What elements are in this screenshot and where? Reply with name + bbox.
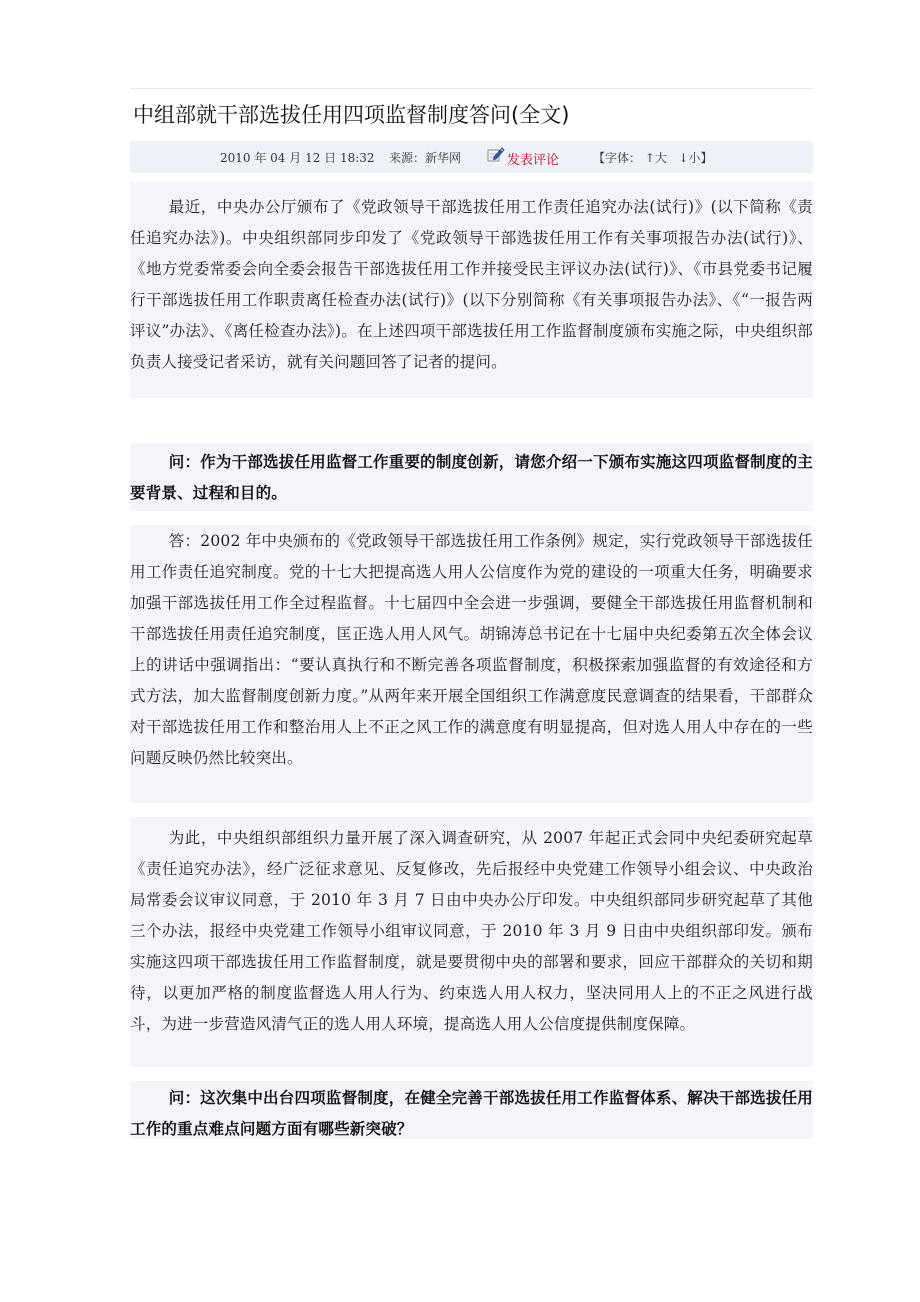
question-2: 问：这次集中出台四项监督制度，在健全完善干部选拔任用工作监督体系、解决干部选拔任用工作的重点难点问题方面有哪些新突破？ <box>130 1088 813 1138</box>
question-block-1 <box>130 443 813 511</box>
question-block-2 <box>130 1081 813 1139</box>
article-title: 中组部就干部选拔任用四项监督制度答问(全文) <box>133 103 570 127</box>
post-comment-link[interactable]: 发表评论 <box>507 153 560 168</box>
answer-block-1 <box>130 525 813 803</box>
publish-date: 2010 年 04 月 12 日 18:32 <box>220 151 375 165</box>
pencil-comment-icon[interactable] <box>487 145 505 163</box>
question-1: 问：作为干部选拔任用监督工作重要的制度创新，请您介绍一下颁布实施这四项监督制度的主要背景、过程和目的。 <box>130 452 813 502</box>
font-smaller-link[interactable]: ↓小】 <box>678 151 713 165</box>
font-label: 【字体： <box>593 151 642 165</box>
answer-2-paragraph: 为此，中央组织部组织力量开展了深入调查研究，从 2007 年起正式会同中央纪委研究起草《责任追究办法》，经广泛征求意见、反复修改，先后报经中央党建工作领导小组会议、中央政治局常委会议审议同意，于 2010 年 3 月 7 日由中央办公厅印发。中央组织部同步研究起草了其他三个办法，报经中央党建工作领导小组审议同意，于 2010 年 3 月 9 日由中央组织部印发。颁布实施这四项干部选拔任用工作监督制度，就是要贯彻中央的部署和要求，回应干部群众的关切和期待，以更加严格的制度监督选人用人行为、约束选人用人权力，坚决同用人上的不正之风进行战斗，为进一步营造风清气正的选人用人环境，提高选人用人公信度提供制度保障。 <box>130 829 813 1033</box>
news-source: 来源：新华网 <box>389 151 462 165</box>
font-larger-link[interactable]: ↑大 <box>644 151 667 165</box>
intro-paragraph: 最近，中央办公厅颁布了《党政领导干部选拔任用工作责任追究办法(试行)》(以下简称《责任追究办法》)。中央组织部同步印发了《党政领导干部选拔任用工作有关事项报告办法(试行)》、《地方党委常委会向全委会报告干部选拔任用工作并接受民主评议办法(试行)》、《市县党委书记履行干部选拔任用工作职责离任检查办法(试行)》(以下分别简称《有关事项报告办法》、《“一报告两评议”办法》、《离任检查办法》)。在上述四项干部选拔任用工作监督制度颁布实施之际，中央组织部负责人接受记者采访，就有关问题回答了记者的提问。 <box>130 198 813 371</box>
answer-block-2 <box>130 817 813 1067</box>
article-meta-bar <box>130 141 813 173</box>
top-divider <box>130 88 813 89</box>
intro-block <box>130 182 813 398</box>
answer-1-paragraph: 答：2002 年中央颁布的《党政领导干部选拔任用工作条例》规定，实行党政领导干部选拔任用工作责任追究制度。党的十七大把提高选人用人公信度作为党的建设的一项重大任务，明确要求加强干部选拔任用工作全过程监督。十七届四中全会进一步强调，要健全干部选拔任用监督机制和干部选拔任用责任追究制度，匡正选人用人风气。胡锦涛总书记在十七届中央纪委第五次全体会议上的讲话中强调指出：“要认真执行和不断完善各项监督制度，积极探索加强监督的有效途径和方式方法，加大监督制度创新力度。”从两年来开展全国组织工作满意度民意调查的结果看，干部群众对干部选拔任用工作和整治用人上不正之风工作的满意度有明显提高，但对选人用人中存在的一些问题反映仍然比较突出。 <box>130 532 813 767</box>
font-size-control <box>593 149 712 166</box>
